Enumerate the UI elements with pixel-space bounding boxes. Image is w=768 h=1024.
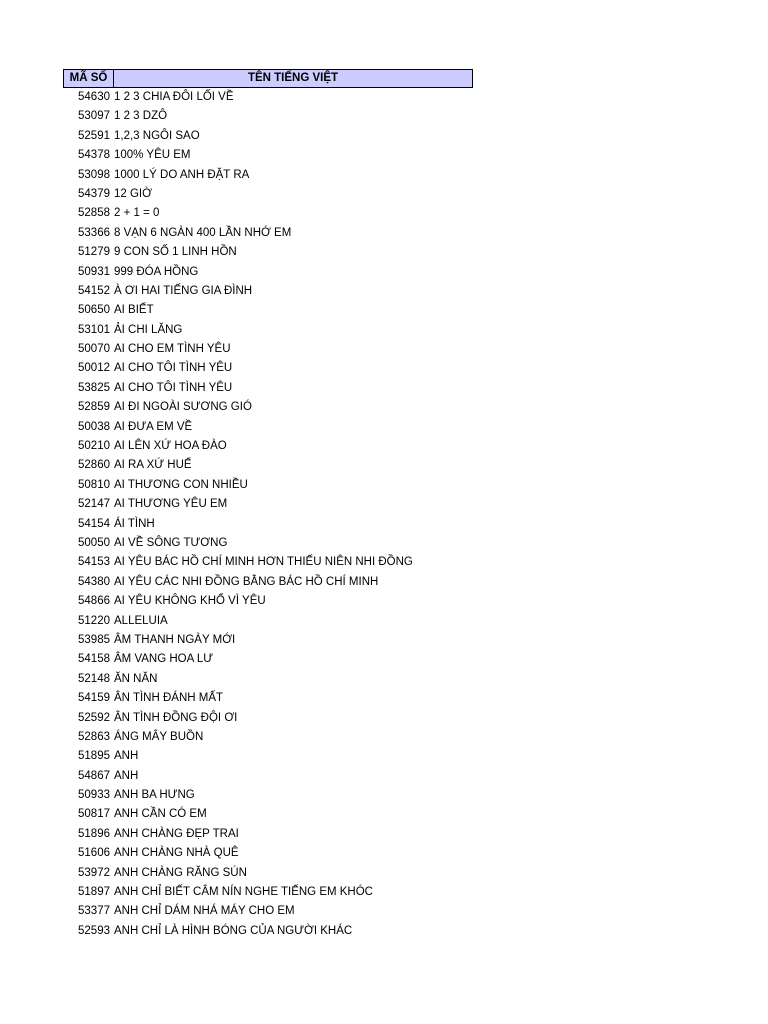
song-code: 51220 — [78, 614, 110, 627]
song-code: 51279 — [78, 246, 110, 259]
song-name: 2 + 1 = 0 — [114, 207, 160, 220]
table-row — [63, 321, 473, 340]
song-code: 53101 — [78, 323, 110, 336]
song-code: 53985 — [78, 633, 110, 646]
song-name: ANH CHỈ DÁM NHÁ MÁY CHO EM — [114, 905, 295, 918]
song-code: 50810 — [78, 478, 110, 491]
table-row — [63, 689, 473, 708]
table-row — [63, 747, 473, 766]
song-name: AI CHO EM TÌNH YÊU — [114, 343, 231, 356]
song-name: ANH CHỈ BIẾT CÂM NÍN NGHE TIẾNG EM KHÓC — [114, 886, 373, 899]
song-code: 52859 — [78, 401, 110, 414]
table-row — [63, 437, 473, 456]
song-name: ẢI CHI LĂNG — [114, 323, 183, 336]
song-code: 54378 — [78, 149, 110, 162]
table-row — [63, 592, 473, 611]
table-row — [63, 456, 473, 475]
table-row — [63, 922, 473, 941]
song-code: 53377 — [78, 905, 110, 918]
table-row — [63, 418, 473, 437]
song-name: AI CHO TÔI TÌNH YÊU — [114, 381, 233, 394]
song-code: 52593 — [78, 924, 110, 937]
song-name: 12 GIỜ — [114, 187, 152, 200]
song-name: ÂN TÌNH ĐÁNH MẤT — [114, 692, 224, 705]
table-row — [63, 650, 473, 669]
song-name: ANH CHÀNG ĐẸP TRAI — [114, 827, 239, 840]
song-code: 54867 — [78, 769, 110, 782]
song-name: ÁI TÌNH — [114, 517, 155, 530]
song-code: 54159 — [78, 692, 110, 705]
table-row — [63, 359, 473, 378]
table-row — [63, 786, 473, 805]
table-row — [63, 243, 473, 262]
song-code: 53097 — [78, 110, 110, 123]
song-name: ANH — [114, 769, 139, 782]
table-row — [63, 805, 473, 824]
table-row — [63, 476, 473, 495]
table-row — [63, 883, 473, 902]
song-table — [63, 69, 473, 941]
table-row — [63, 709, 473, 728]
table-row — [63, 864, 473, 883]
song-code: 51896 — [78, 827, 110, 840]
song-name: ÂM VANG HOA LƯ — [114, 653, 214, 666]
song-code: 50050 — [78, 536, 110, 549]
song-name: 9 CON SỐ 1 LINH HỒN — [114, 246, 237, 259]
song-code: 52858 — [78, 207, 110, 220]
song-name: AI ĐƯA EM VỀ — [114, 420, 193, 433]
song-code: 52860 — [78, 459, 110, 472]
song-code: 50650 — [78, 304, 110, 317]
song-name: ANH CẦN CÓ EM — [114, 808, 207, 821]
table-row — [63, 340, 473, 359]
song-code: 53366 — [78, 226, 110, 239]
table-row — [63, 301, 473, 320]
song-name: 1000 LÝ DO ANH ĐẶT RA — [114, 168, 250, 181]
song-code: 54866 — [78, 595, 110, 608]
table-row — [63, 166, 473, 185]
song-code: 54152 — [78, 284, 110, 297]
table-row — [63, 282, 473, 301]
table-row — [63, 767, 473, 786]
table-row — [63, 902, 473, 921]
table-row — [63, 263, 473, 282]
song-code: 54379 — [78, 187, 110, 200]
table-row — [63, 146, 473, 165]
song-name: ALLELUIA — [114, 614, 168, 627]
song-name: ÁNG MÂY BUỒN — [114, 730, 204, 743]
table-row — [63, 612, 473, 631]
table-row — [63, 88, 473, 107]
song-name: 1,2,3 NGÔI SAO — [114, 129, 200, 142]
song-code: 51897 — [78, 886, 110, 899]
song-name: 1 2 3 CHIA ĐÔI LỐI VỀ — [114, 91, 234, 103]
song-name: ANH CHÀNG NHÀ QUÊ — [114, 847, 239, 860]
song-code: 50038 — [78, 420, 110, 433]
table-row — [63, 553, 473, 572]
table-row — [63, 185, 473, 204]
song-code: 52592 — [78, 711, 110, 724]
song-name: ÂM THANH NGÀY MỚI — [114, 633, 236, 646]
song-code: 54380 — [78, 575, 110, 588]
song-name: 100% YÊU EM — [114, 149, 191, 162]
song-name: ÂN TÌNH ĐỒNG ĐỘI ƠI — [114, 711, 238, 724]
song-name: ANH CHÀNG RĂNG SÚN — [114, 866, 247, 879]
song-code: 54153 — [78, 556, 110, 569]
song-name: ANH BA HƯNG — [114, 789, 195, 802]
song-name: AI THƯƠNG CON NHIỀU — [114, 478, 248, 491]
song-code: 54630 — [78, 91, 110, 103]
song-name: À ƠI HAI TIẾNG GIA ĐÌNH — [114, 284, 253, 297]
table-header — [63, 69, 473, 88]
table-row — [63, 573, 473, 592]
song-code: 53098 — [78, 168, 110, 181]
song-code: 53972 — [78, 866, 110, 879]
song-code: 51895 — [78, 750, 110, 763]
song-code: 54158 — [78, 653, 110, 666]
song-name: AI VỀ SÔNG TƯƠNG — [114, 536, 228, 549]
song-name: 8 VẠN 6 NGÀN 400 LẦN NHỚ EM — [114, 226, 292, 239]
song-name: AI YÊU KHÔNG KHỔ VÌ YÊU — [114, 595, 266, 608]
song-name: ANH CHỈ LÀ HÌNH BÓNG CỦA NGƯỜI KHÁC — [114, 924, 353, 937]
song-name: ANH — [114, 750, 139, 763]
song-code: 50933 — [78, 789, 110, 802]
table-row — [63, 825, 473, 844]
song-code: 50070 — [78, 343, 110, 356]
song-code: 54154 — [78, 517, 110, 530]
song-name: AI RA XỨ HUẾ — [114, 459, 192, 472]
song-name: AI ĐI NGOÀI SƯƠNG GIÓ — [114, 401, 252, 414]
song-name: AI YÊU CÁC NHI ĐỒNG BẰNG BÁC HỒ CHÍ MINH — [114, 575, 379, 588]
table-row — [63, 631, 473, 650]
song-code: 52148 — [78, 672, 110, 685]
header-code: MÃ SỐ — [64, 70, 114, 87]
song-code: 51606 — [78, 847, 110, 860]
song-code: 53825 — [78, 381, 110, 394]
header-name: TÊN TIẾNG VIỆT — [247, 72, 339, 84]
table-row — [63, 515, 473, 534]
table-row — [63, 204, 473, 223]
song-name: AI BIẾT — [114, 304, 154, 317]
table-row — [63, 728, 473, 747]
song-name: 1 2 3 DZÔ — [114, 110, 168, 123]
song-code: 52863 — [78, 730, 110, 743]
song-code: 50012 — [78, 362, 110, 375]
table-row — [63, 398, 473, 417]
song-name: AI THƯƠNG YÊU EM — [114, 498, 228, 511]
song-code: 50817 — [78, 808, 110, 821]
song-name: AI LÊN XỨ HOA ĐÀO — [114, 440, 227, 453]
table-row — [63, 534, 473, 553]
song-name: ĂN NĂN — [114, 672, 158, 685]
table-body — [63, 88, 473, 941]
table-row — [63, 379, 473, 398]
song-code: 50210 — [78, 440, 110, 453]
table-row — [63, 844, 473, 863]
song-name: 999 ĐÓA HỒNG — [114, 265, 199, 278]
song-name: AI YÊU BÁC HỒ CHÍ MINH HƠN THIẾU NIÊN NHI ĐỒNG — [114, 556, 413, 569]
table-row — [63, 495, 473, 514]
table-row — [63, 670, 473, 689]
table-row — [63, 127, 473, 146]
table-row — [63, 107, 473, 126]
song-code: 52147 — [78, 498, 110, 511]
table-row — [63, 224, 473, 243]
song-code: 50931 — [78, 265, 110, 278]
song-code: 52591 — [78, 129, 110, 142]
song-name: AI CHO TÔI TÌNH YÊU — [114, 362, 233, 375]
